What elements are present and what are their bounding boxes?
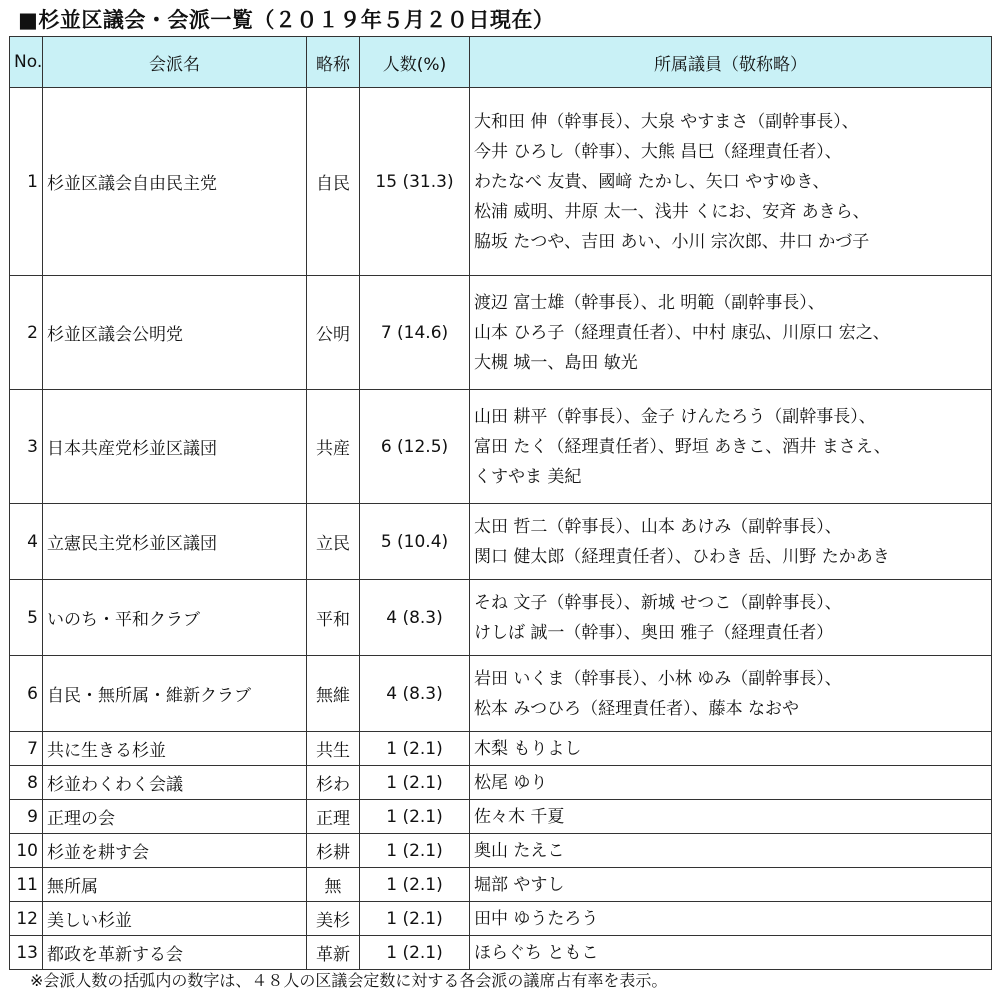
row-number: 5 — [10, 580, 43, 656]
member-list — [470, 88, 992, 276]
table-row — [10, 936, 992, 970]
faction-abbreviation: 無 — [307, 868, 360, 902]
faction-abbreviation: 公明 — [307, 276, 360, 390]
member-list — [470, 504, 992, 580]
member-line: 山田 耕平（幹事長）、金子 けんたろう（副幹事長）、 — [474, 406, 876, 427]
member-list — [470, 936, 992, 970]
faction-table — [9, 36, 992, 970]
row-number: 7 — [10, 732, 43, 766]
member-list — [470, 276, 992, 390]
member-line: けしば 誠一（幹事）、奥田 雅子（経理責任者） — [474, 622, 834, 643]
faction-abbreviation: 正理 — [307, 800, 360, 834]
member-count: 1 (2.1) — [360, 766, 470, 800]
member-list — [470, 732, 992, 766]
member-list — [470, 868, 992, 902]
page-title: ■杉並区議会・会派一覧（２０１９年５月２０日現在） — [18, 8, 555, 32]
member-list — [470, 766, 992, 800]
member-line: 奥山 たえこ — [474, 840, 565, 861]
member-line: 岩田 いくま（幹事長）、小林 ゆみ（副幹事長）、 — [474, 668, 842, 689]
member-line: 木梨 もりよし — [474, 738, 582, 759]
table-row — [10, 800, 992, 834]
table-row — [10, 504, 992, 580]
table-row — [10, 766, 992, 800]
member-line: 佐々木 千夏 — [474, 806, 565, 827]
member-list — [470, 800, 992, 834]
faction-name: 共に生きる杉並 — [43, 732, 307, 766]
header-members: 所属議員（敬称略） — [470, 37, 992, 88]
table-row — [10, 656, 992, 732]
row-number: 1 — [10, 88, 43, 276]
table-row — [10, 732, 992, 766]
row-number: 11 — [10, 868, 43, 902]
member-line: そね 文子（幹事長）、新城 せつこ（副幹事長）、 — [474, 592, 842, 613]
member-count: 6 (12.5) — [360, 390, 470, 504]
member-line: 山本 ひろ子（経理責任者）、中村 康弘、川原口 宏之、 — [474, 322, 890, 343]
member-line: 富田 たく（経理責任者）、野垣 あきこ、酒井 まさえ、 — [474, 436, 891, 457]
member-line: 脇坂 たつや、吉田 あい、小川 宗次郎、井口 かづ子 — [474, 231, 870, 252]
header-abbreviation: 略称 — [307, 37, 360, 88]
member-line: わたなべ 友貴、國﨑 たかし、矢口 やすゆき、 — [474, 171, 830, 192]
row-number: 4 — [10, 504, 43, 580]
row-number: 12 — [10, 902, 43, 936]
row-number: 2 — [10, 276, 43, 390]
member-line: 田中 ゆうたろう — [474, 908, 599, 929]
table-row — [10, 580, 992, 656]
header-faction-name: 会派名 — [43, 37, 307, 88]
member-count: 1 (2.1) — [360, 902, 470, 936]
row-number: 6 — [10, 656, 43, 732]
member-count: 4 (8.3) — [360, 656, 470, 732]
footnote: ※会派人数の括弧内の数字は、４８人の区議会定数に対する各会派の議席占有率を表示。 — [30, 971, 668, 990]
member-list — [470, 580, 992, 656]
faction-abbreviation: 立民 — [307, 504, 360, 580]
faction-name: 立憲民主党杉並区議団 — [43, 504, 307, 580]
member-line: 松浦 威明、井原 太一、浅井 くにお、安斉 あきら、 — [474, 201, 870, 222]
table-row — [10, 834, 992, 868]
row-number: 13 — [10, 936, 43, 970]
member-line: 堀部 やすし — [474, 874, 565, 895]
member-line: 大槻 城一、島田 敏光 — [474, 352, 638, 373]
faction-name: 無所属 — [43, 868, 307, 902]
member-count: 1 (2.1) — [360, 868, 470, 902]
member-list — [470, 390, 992, 504]
member-count: 1 (2.1) — [360, 732, 470, 766]
member-line: くすやま 美紀 — [474, 466, 582, 487]
faction-name: 杉並わくわく会議 — [43, 766, 307, 800]
member-count: 1 (2.1) — [360, 834, 470, 868]
member-line: 松尾 ゆり — [474, 772, 548, 793]
faction-name: 美しい杉並 — [43, 902, 307, 936]
member-count: 4 (8.3) — [360, 580, 470, 656]
header-member-count: 人数(%) — [360, 37, 470, 88]
faction-name: 杉並区議会公明党 — [43, 276, 307, 390]
member-line: 今井 ひろし（幹事）、大熊 昌巳（経理責任者）、 — [474, 141, 842, 162]
table-row — [10, 88, 992, 276]
member-line: 松本 みつひろ（経理責任者）、藤本 なおや — [474, 698, 799, 719]
faction-abbreviation: 自民 — [307, 88, 360, 276]
member-count: 1 (2.1) — [360, 936, 470, 970]
member-line: 関口 健太郎（経理責任者）、ひわき 岳、川野 たかあき — [474, 546, 890, 567]
faction-name: 日本共産党杉並区議団 — [43, 390, 307, 504]
table-row — [10, 276, 992, 390]
header-no: No. — [10, 37, 43, 88]
member-count: 1 (2.1) — [360, 800, 470, 834]
member-list — [470, 902, 992, 936]
member-list — [470, 834, 992, 868]
row-number: 9 — [10, 800, 43, 834]
faction-abbreviation: 共生 — [307, 732, 360, 766]
row-number: 3 — [10, 390, 43, 504]
member-line: 大和田 伸（幹事長）、大泉 やすまさ（副幹事長）、 — [474, 111, 859, 132]
member-line: 太田 哲二（幹事長）、山本 あけみ（副幹事長）、 — [474, 516, 842, 537]
faction-abbreviation: 美杉 — [307, 902, 360, 936]
faction-abbreviation: 杉わ — [307, 766, 360, 800]
member-list — [470, 656, 992, 732]
faction-name: 自民・無所属・維新クラブ — [43, 656, 307, 732]
header-row — [10, 37, 992, 88]
row-number: 10 — [10, 834, 43, 868]
faction-abbreviation: 革新 — [307, 936, 360, 970]
faction-name: 都政を革新する会 — [43, 936, 307, 970]
member-line: ほらぐち ともこ — [474, 942, 599, 963]
table-row — [10, 390, 992, 504]
faction-name: 杉並を耕す会 — [43, 834, 307, 868]
table-row — [10, 902, 992, 936]
row-number: 8 — [10, 766, 43, 800]
faction-name: 正理の会 — [43, 800, 307, 834]
member-count: 7 (14.6) — [360, 276, 470, 390]
faction-abbreviation: 共産 — [307, 390, 360, 504]
faction-name: いのち・平和クラブ — [43, 580, 307, 656]
faction-abbreviation: 平和 — [307, 580, 360, 656]
member-line: 渡辺 富士雄（幹事長）、北 明範（副幹事長）、 — [474, 292, 825, 313]
member-count: 5 (10.4) — [360, 504, 470, 580]
member-count: 15 (31.3) — [360, 88, 470, 276]
faction-abbreviation: 杉耕 — [307, 834, 360, 868]
faction-name: 杉並区議会自由民主党 — [43, 88, 307, 276]
table-row — [10, 868, 992, 902]
faction-abbreviation: 無維 — [307, 656, 360, 732]
